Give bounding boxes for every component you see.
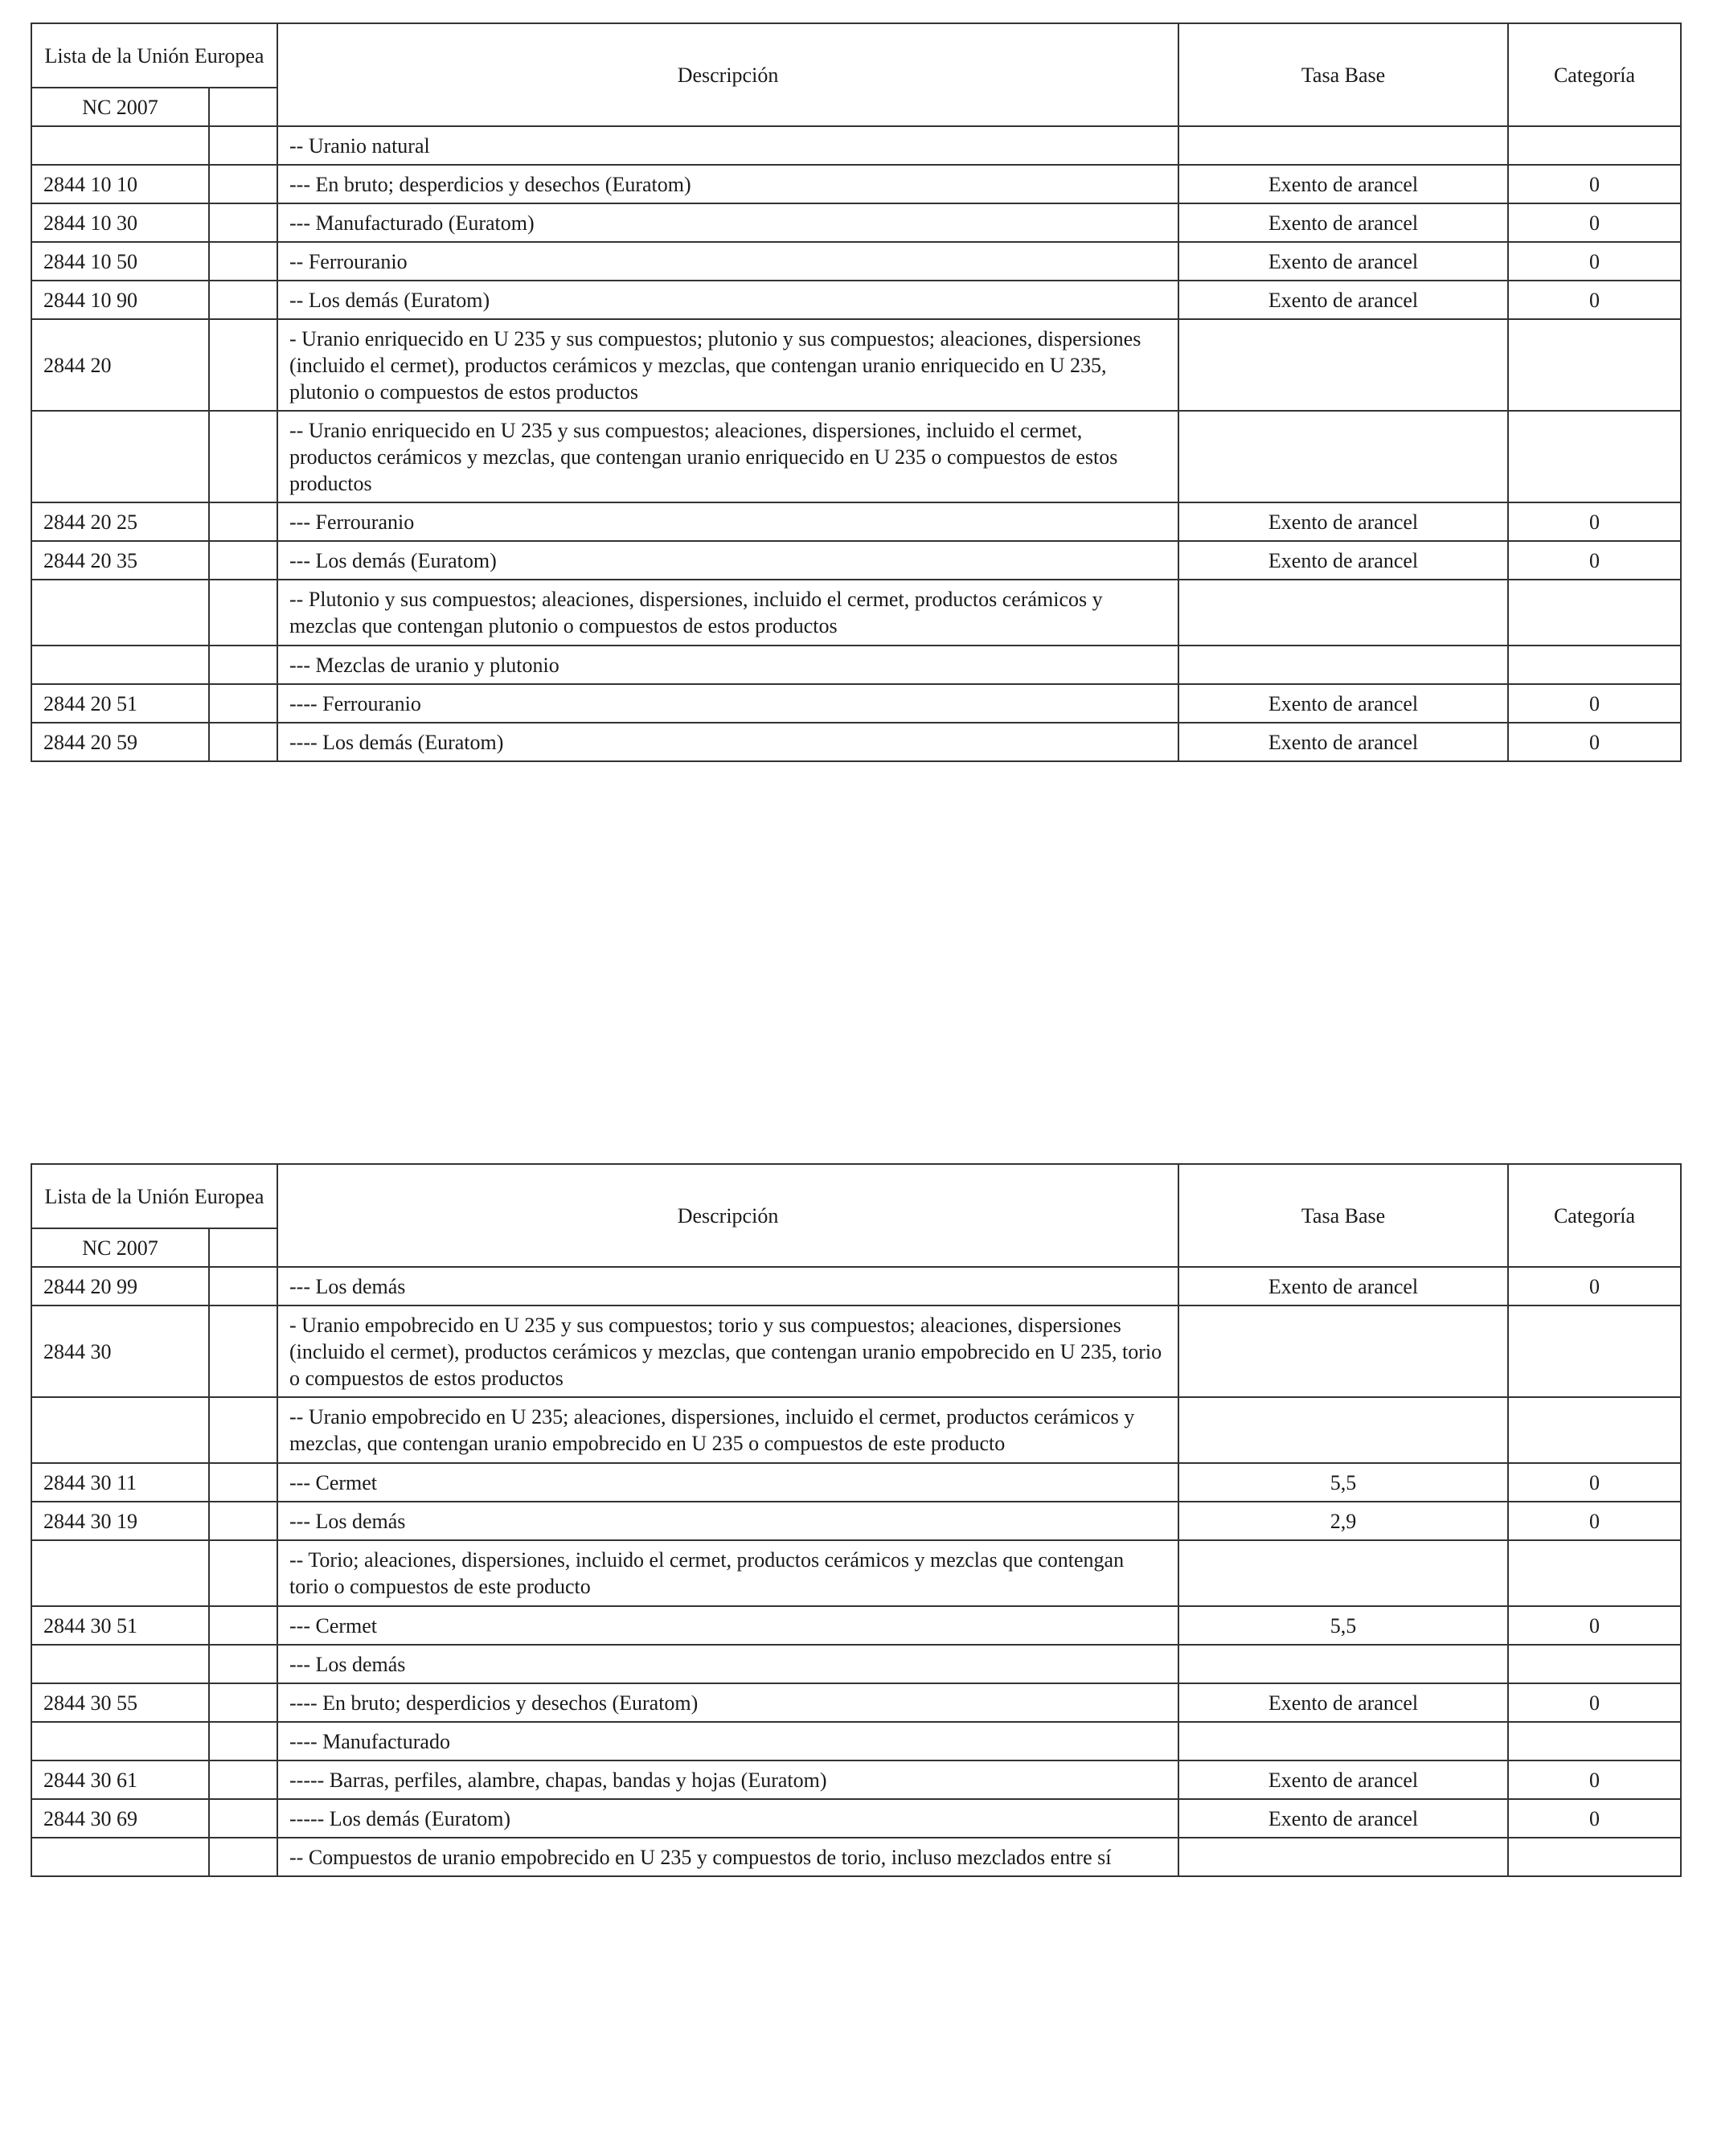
sub-code-cell	[209, 1463, 277, 1502]
category-cell: 0	[1508, 684, 1681, 723]
table-row	[31, 1540, 1681, 1606]
category-cell: 0	[1508, 203, 1681, 242]
description-cell: ---- Los demás (Euratom)	[277, 723, 1178, 761]
category-cell: 0	[1508, 541, 1681, 580]
category-cell	[1508, 1397, 1681, 1463]
base-rate-cell: Exento de arancel	[1178, 541, 1508, 580]
base-rate-cell: Exento de arancel	[1178, 684, 1508, 723]
description-cell: -- Uranio empobrecido en U 235; aleaciones, dispersiones, incluido el cermet, productos cerámicos y mezclas, que contengan uranio empobrecido en U 235 o compuestos de este producto	[277, 1397, 1178, 1463]
base-rate-cell: Exento de arancel	[1178, 1267, 1508, 1305]
cn-code-cell	[31, 580, 209, 646]
base-rate-cell	[1178, 1305, 1508, 1397]
table-row	[31, 502, 1681, 541]
cn-code-cell: 2844 20 25	[31, 502, 209, 541]
description-cell: - Uranio enriquecido en U 235 y sus compuestos; plutonio y sus compuestos; aleaciones, dispersiones (incluido el cermet), productos cerámicos y mezclas, que contengan uranio enriquecido en U 235, plutonio o compuestos de estos productos	[277, 319, 1178, 411]
table-row	[31, 1606, 1681, 1645]
description-cell: --- Los demás	[277, 1645, 1178, 1683]
sub-code-cell	[209, 1645, 277, 1683]
description-cell: ----- Barras, perfiles, alambre, chapas, bandas y hojas (Euratom)	[277, 1760, 1178, 1799]
tariff-table-2	[31, 1163, 1682, 1877]
base-rate-cell: 5,5	[1178, 1606, 1508, 1645]
base-rate-cell: Exento de arancel	[1178, 1683, 1508, 1722]
sub-code-cell	[209, 1267, 277, 1305]
base-rate-cell	[1178, 646, 1508, 684]
category-cell	[1508, 1722, 1681, 1760]
table-row	[31, 646, 1681, 684]
cn-code-cell: 2844 10 10	[31, 165, 209, 203]
cn-code-cell	[31, 1722, 209, 1760]
table-row	[31, 126, 1681, 165]
category-cell: 0	[1508, 1463, 1681, 1502]
description-cell: --- Los demás	[277, 1502, 1178, 1540]
table-row	[31, 1397, 1681, 1463]
base-rate-cell	[1178, 1540, 1508, 1606]
description-cell: - Uranio empobrecido en U 235 y sus compuestos; torio y sus compuestos; aleaciones, dispersiones (incluido el cermet), productos cerámicos y mezclas, que contengan uranio empobrecido en U 235, torio o compuestos de estos productos	[277, 1305, 1178, 1397]
cn-code-cell: 2844 10 50	[31, 242, 209, 281]
description-cell: ----- Los demás (Euratom)	[277, 1799, 1178, 1838]
category-cell: 0	[1508, 165, 1681, 203]
base-rate-cell	[1178, 1838, 1508, 1876]
table-row	[31, 1305, 1681, 1397]
table-row	[31, 1463, 1681, 1502]
header-nc: NC 2007	[31, 1228, 209, 1267]
description-cell: -- Compuestos de uranio empobrecido en U 235 y compuestos de torio, incluso mezclados entre sí	[277, 1838, 1178, 1876]
cn-code-cell: 2844 20 99	[31, 1267, 209, 1305]
sub-code-cell	[209, 502, 277, 541]
sub-code-cell	[209, 723, 277, 761]
header-blank-cell	[209, 1228, 277, 1267]
table-row	[31, 281, 1681, 319]
description-cell: ---- Ferrouranio	[277, 684, 1178, 723]
header-category: Categoría	[1508, 23, 1681, 126]
table-row	[31, 580, 1681, 646]
sub-code-cell	[209, 1397, 277, 1463]
header-blank-cell	[209, 88, 277, 126]
base-rate-cell: Exento de arancel	[1178, 203, 1508, 242]
base-rate-cell	[1178, 1645, 1508, 1683]
base-rate-cell: 5,5	[1178, 1463, 1508, 1502]
category-cell	[1508, 580, 1681, 646]
header-base-rate: Tasa Base	[1178, 1164, 1508, 1267]
sub-code-cell	[209, 646, 277, 684]
sub-code-cell	[209, 1722, 277, 1760]
cn-code-cell	[31, 1397, 209, 1463]
sub-code-cell	[209, 1606, 277, 1645]
base-rate-cell	[1178, 319, 1508, 411]
table-row	[31, 1502, 1681, 1540]
cn-code-cell: 2844 30 69	[31, 1799, 209, 1838]
description-cell: -- Uranio natural	[277, 126, 1178, 165]
sub-code-cell	[209, 411, 277, 502]
description-cell: -- Ferrouranio	[277, 242, 1178, 281]
sub-code-cell	[209, 165, 277, 203]
base-rate-cell: Exento de arancel	[1178, 281, 1508, 319]
header-category: Categoría	[1508, 1164, 1681, 1267]
base-rate-cell: Exento de arancel	[1178, 242, 1508, 281]
sub-code-cell	[209, 1502, 277, 1540]
table-body	[31, 126, 1681, 761]
category-cell: 0	[1508, 502, 1681, 541]
sub-code-cell	[209, 242, 277, 281]
header-description: Descripción	[277, 1164, 1178, 1267]
table-row	[31, 242, 1681, 281]
description-cell: -- Plutonio y sus compuestos; aleaciones, dispersiones, incluido el cermet, productos cerámicos y mezclas que contengan plutonio o compuestos de estos productos	[277, 580, 1178, 646]
table-row	[31, 1760, 1681, 1799]
tariff-table-1	[31, 23, 1682, 762]
category-cell	[1508, 1305, 1681, 1397]
base-rate-cell: 2,9	[1178, 1502, 1508, 1540]
base-rate-cell: Exento de arancel	[1178, 502, 1508, 541]
cn-code-cell	[31, 126, 209, 165]
category-cell: 0	[1508, 1606, 1681, 1645]
cn-code-cell	[31, 1645, 209, 1683]
base-rate-cell	[1178, 411, 1508, 502]
cn-code-cell: 2844 10 30	[31, 203, 209, 242]
sub-code-cell	[209, 319, 277, 411]
description-cell: --- Cermet	[277, 1606, 1178, 1645]
table-row	[31, 1683, 1681, 1722]
category-cell: 0	[1508, 1799, 1681, 1838]
cn-code-cell: 2844 20 35	[31, 541, 209, 580]
cn-code-cell	[31, 1540, 209, 1606]
cn-code-cell: 2844 30 51	[31, 1606, 209, 1645]
category-cell: 0	[1508, 1683, 1681, 1722]
base-rate-cell: Exento de arancel	[1178, 1799, 1508, 1838]
cn-code-cell: 2844 30 55	[31, 1683, 209, 1722]
table-row	[31, 319, 1681, 411]
category-cell: 0	[1508, 242, 1681, 281]
cn-code-cell: 2844 30 61	[31, 1760, 209, 1799]
base-rate-cell	[1178, 1397, 1508, 1463]
sub-code-cell	[209, 1305, 277, 1397]
category-cell	[1508, 126, 1681, 165]
description-cell: --- En bruto; desperdicios y desechos (Euratom)	[277, 165, 1178, 203]
header-union-list: Lista de la Unión Europea	[31, 23, 277, 88]
cn-code-cell: 2844 30 19	[31, 1502, 209, 1540]
description-cell: ---- En bruto; desperdicios y desechos (Euratom)	[277, 1683, 1178, 1722]
sub-code-cell	[209, 1683, 277, 1722]
header-row	[31, 23, 1681, 88]
table-row	[31, 723, 1681, 761]
base-rate-cell: Exento de arancel	[1178, 1760, 1508, 1799]
description-cell: -- Los demás (Euratom)	[277, 281, 1178, 319]
cn-code-cell: 2844 30	[31, 1305, 209, 1397]
description-cell: --- Los demás (Euratom)	[277, 541, 1178, 580]
cn-code-cell: 2844 10 90	[31, 281, 209, 319]
base-rate-cell	[1178, 126, 1508, 165]
category-cell	[1508, 1645, 1681, 1683]
header-nc: NC 2007	[31, 88, 209, 126]
sub-code-cell	[209, 1540, 277, 1606]
header-base-rate: Tasa Base	[1178, 23, 1508, 126]
table-row	[31, 1838, 1681, 1876]
sub-code-cell	[209, 1760, 277, 1799]
sub-code-cell	[209, 1799, 277, 1838]
category-cell	[1508, 319, 1681, 411]
description-cell: --- Los demás	[277, 1267, 1178, 1305]
category-cell	[1508, 1540, 1681, 1606]
cn-code-cell	[31, 1838, 209, 1876]
table-row	[31, 1267, 1681, 1305]
sub-code-cell	[209, 541, 277, 580]
category-cell: 0	[1508, 723, 1681, 761]
description-cell: --- Mezclas de uranio y plutonio	[277, 646, 1178, 684]
description-cell: -- Torio; aleaciones, dispersiones, incluido el cermet, productos cerámicos y mezclas que contengan torio o compuestos de este producto	[277, 1540, 1178, 1606]
table-body	[31, 1267, 1681, 1876]
sub-code-cell	[209, 203, 277, 242]
description-cell: --- Manufacturado (Euratom)	[277, 203, 1178, 242]
table-row	[31, 541, 1681, 580]
description-cell: --- Cermet	[277, 1463, 1178, 1502]
table-row	[31, 1799, 1681, 1838]
cn-code-cell: 2844 20 59	[31, 723, 209, 761]
table-row	[31, 684, 1681, 723]
base-rate-cell: Exento de arancel	[1178, 165, 1508, 203]
header-row	[31, 1164, 1681, 1228]
cn-code-cell: 2844 30 11	[31, 1463, 209, 1502]
cn-code-cell	[31, 646, 209, 684]
description-cell: ---- Manufacturado	[277, 1722, 1178, 1760]
category-cell	[1508, 1838, 1681, 1876]
sub-code-cell	[209, 684, 277, 723]
sub-code-cell	[209, 580, 277, 646]
table-row	[31, 203, 1681, 242]
table-row	[31, 1645, 1681, 1683]
category-cell: 0	[1508, 1502, 1681, 1540]
table-row	[31, 411, 1681, 502]
category-cell	[1508, 411, 1681, 502]
cn-code-cell: 2844 20 51	[31, 684, 209, 723]
category-cell: 0	[1508, 1760, 1681, 1799]
cn-code-cell: 2844 20	[31, 319, 209, 411]
category-cell: 0	[1508, 1267, 1681, 1305]
category-cell	[1508, 646, 1681, 684]
description-cell: -- Uranio enriquecido en U 235 y sus compuestos; aleaciones, dispersiones, incluido el cermet, productos cerámicos y mezclas, que contengan uranio enriquecido en U 235 o compuestos de estos productos	[277, 411, 1178, 502]
header-union-list: Lista de la Unión Europea	[31, 1164, 277, 1228]
header-description: Descripción	[277, 23, 1178, 126]
cn-code-cell	[31, 411, 209, 502]
table-row	[31, 165, 1681, 203]
sub-code-cell	[209, 1838, 277, 1876]
description-cell: --- Ferrouranio	[277, 502, 1178, 541]
sub-code-cell	[209, 126, 277, 165]
base-rate-cell	[1178, 1722, 1508, 1760]
sub-code-cell	[209, 281, 277, 319]
table-row	[31, 1722, 1681, 1760]
base-rate-cell: Exento de arancel	[1178, 723, 1508, 761]
category-cell: 0	[1508, 281, 1681, 319]
base-rate-cell	[1178, 580, 1508, 646]
